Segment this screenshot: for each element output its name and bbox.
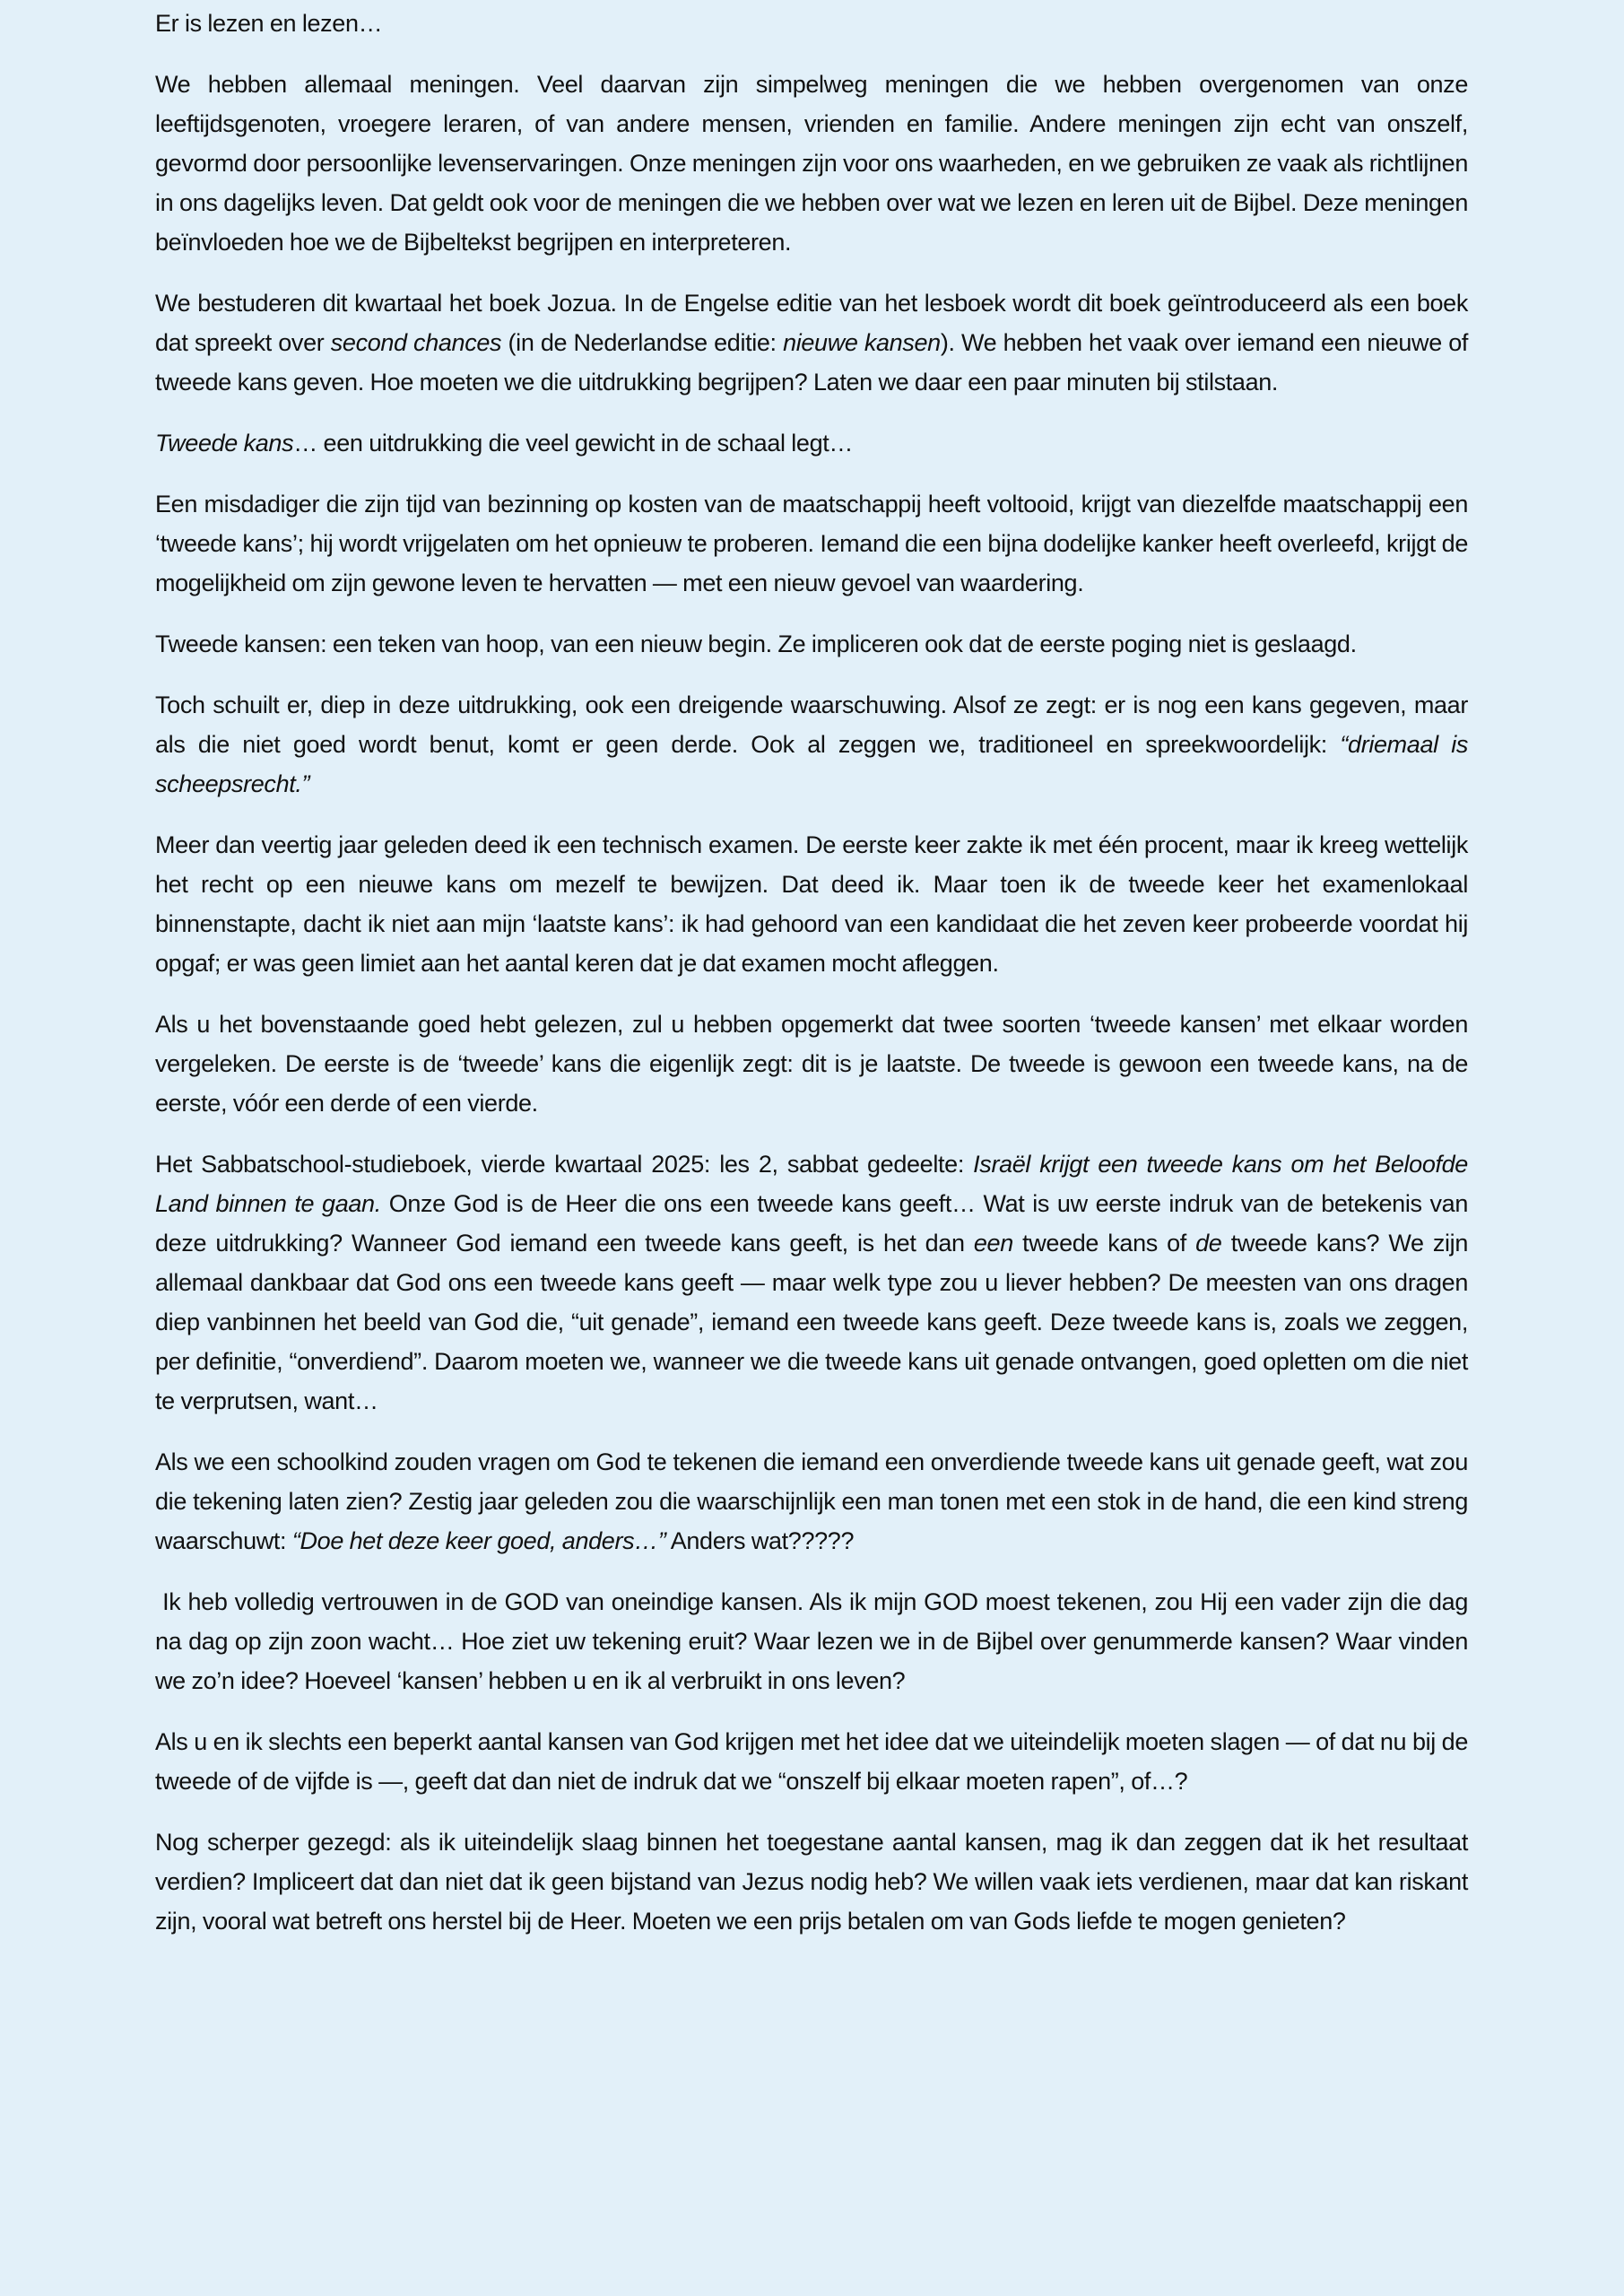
text-run: Het Sabbatschool-studieboek, vierde kwartaal 2025: les 2, sabbat gedeelte: — [155, 1151, 974, 1178]
text-run: Als we een schoolkind zouden vragen om God te tekenen die iemand een onverdiende tweede kans uit genade geeft, wat zou die tekening laten zien? Zestig jaar geleden zou die waarschijnlijk een man tonen met een stok in de hand, die een kind streng waarschuwt: — [155, 1448, 1468, 1554]
italic-een: een — [973, 1230, 1013, 1257]
paragraph-waarschuwing — [155, 685, 1468, 804]
text-run: (in de Nederlandse editie: — [501, 329, 784, 356]
italic-nieuwe-kansen: nieuwe kansen — [783, 329, 941, 356]
paragraph-examen: Meer dan veertig jaar geleden deed ik een technisch examen. De eerste keer zakte ik met één procent, maar ik kreeg wettelijk het recht op een nieuwe kans om mezelf te bewijzen. Dat deed ik. Maar toen ik de tweede keer het examenlokaal binnenstapte, dacht ik niet aan mijn ‘laatste kans’: ik had gehoord van een kandidaat die het zeven keer probeerde voordat hij opgaf; er was geen limiet aan het aantal keren dat je dat examen mocht afleggen. — [155, 831, 1468, 977]
text-run: … een uitdrukking die veel gewicht in de schaal legt… — [293, 430, 854, 457]
text-run: We bestuderen dit kwartaal het boek Jozua. In de Engelse editie van het lesboek wordt dit boek geïntroduceerd als een boek dat spreekt over — [155, 290, 1468, 356]
paragraph-schoolkind — [155, 1442, 1468, 1561]
paragraph-opinions: We hebben allemaal meningen. Veel daarvan zijn simpelweg meningen die we hebben overgenomen van onze leeftijdsgenoten, vroegere leraren, of van andere mensen, vrienden en familie. Andere meningen zijn echt van onszelf, gevormd door persoonlijke levenservaringen. Onze meningen zijn voor ons waarheden, en we gebruiken ze vaak als richtlijnen in ons dagelijks leven. Dat geldt ook voor de meningen die we hebben over wat we lezen en leren uit de Bijbel. Deze meningen beïnvloeden hoe we de Bijbeltekst begrijpen en interpreteren. — [155, 71, 1468, 256]
text-run: tweede kans? We zijn allemaal dankbaar dat God ons een tweede kans geeft — maar welk type zou u liever hebben? De meesten van ons dragen diep vanbinnen het beeld van God die, “uit genade”, iemand een tweede kans geeft. Deze tweede kans is, zoals we zeggen, per definitie, “onverdiend”. Daarom moeten we, wanneer we die tweede kans uit genade ontvangen, goed opletten om die niet te verprutsen, want… — [155, 1230, 1468, 1414]
document-page — [155, 0, 1474, 1962]
paragraph-studieboek — [155, 1144, 1468, 1421]
paragraph-vertrouwen: Ik heb volledig vertrouwen in de GOD van oneindige kansen. Als ik mijn GOD moest tekenen, zou Hij een vader zijn die dag na dag op zijn zoon wacht… Hoe ziet uw tekening eruit? Waar lezen we in de Bijbel over genummerde kansen? Waar vinden we zo’n idee? Hoeveel ‘kansen’ hebben u en ik al verbruikt in ons leven? — [155, 1588, 1474, 1694]
text-run: ). We hebben het vaak over iemand een nieuwe of tweede kans geven. Hoe moeten we die uitdrukking begrijpen? Laten we daar een paar minuten bij stilstaan. — [155, 329, 1469, 396]
paragraph-scherper-gezegd: Nog scherper gezegd: als ik uiteindelijk slaag binnen het toegestane aantal kansen, mag ik dan zeggen dat ik het resultaat verdien? Impliceert dat dan niet dat ik geen bijstand van Jezus nodig heb? We willen vaak iets verdienen, maar dat kan riskant zijn, vooral wat betreft ons herstel bij de Heer. Moeten we een prijs betalen om van Gods liefde te mogen genieten? — [155, 1829, 1468, 1935]
paragraph-beperkt-aantal: Als u en ik slechts een beperkt aantal kansen van God krijgen met het idee dat we uiteindelijk moeten slagen — of dat nu bij de tweede of de vijfde is —, geeft dat dan niet de indruk dat we “onszelf bij elkaar moeten rapen”, of…? — [155, 1728, 1468, 1795]
italic-tweede-kans: Tweede kans — [155, 430, 294, 457]
text-run: Onze God is de Heer die ons een tweede kans geeft… Wat is uw eerste indruk van de betekenis van deze uitdrukking? Wanneer God iemand een tweede kans geeft, is het dan — [155, 1190, 1468, 1257]
italic-doe-het-quote: “Doe het deze keer goed, anders…” — [291, 1527, 666, 1554]
paragraph-tweede-kans-intro — [155, 423, 1468, 463]
document-heading: Er is lezen en lezen… — [155, 10, 383, 37]
paragraph-tweede-kansen-hoop: Tweede kansen: een teken van hoop, van een nieuw begin. Ze impliceren ook dat de eerste poging niet is geslaagd. — [155, 631, 1357, 657]
text-run: Anders wat????? — [665, 1527, 855, 1554]
italic-second-chances: second chances — [330, 329, 502, 356]
paragraph-book-jozua — [155, 283, 1468, 402]
italic-driemaal-quote: “driemaal is scheepsrecht.” — [155, 731, 1469, 797]
italic-lesson-title: Israël krijgt een tweede kans om het Beloofde Land binnen te gaan. — [155, 1151, 1468, 1217]
paragraph-misdadiger: Een misdadiger die zijn tijd van bezinning op kosten van de maatschappij heeft voltooid, krijgt van diezelfde maatschappij een ‘tweede kans’; hij wordt vrijgelaten om het opnieuw te proberen. Iemand die een bijna dodelijke kanker heeft overleefd, krijgt de mogelijkheid om zijn gewone leven te hervatten — met een nieuw gevoel van waardering. — [155, 491, 1468, 596]
text-run: tweede kans of — [1012, 1230, 1196, 1257]
paragraph-twee-soorten: Als u het bovenstaande goed hebt gelezen, zul u hebben opgemerkt dat twee soorten ‘tweede kansen’ met elkaar worden vergeleken. De eerste is de ‘tweede’ kans die eigenlijk zegt: dit is je laatste. De tweede is gewoon een tweede kans, na de eerste, vóór een derde of een vierde. — [155, 1011, 1468, 1117]
italic-de: de — [1195, 1230, 1222, 1257]
text-run: Toch schuilt er, diep in deze uitdrukking, ook een dreigende waarschuwing. Alsof ze zegt: er is nog een kans gegeven, maar als die niet goed wordt benut, komt er geen derde. Ook al zeggen we, traditioneel en spreekwoordelijk: — [155, 691, 1468, 758]
